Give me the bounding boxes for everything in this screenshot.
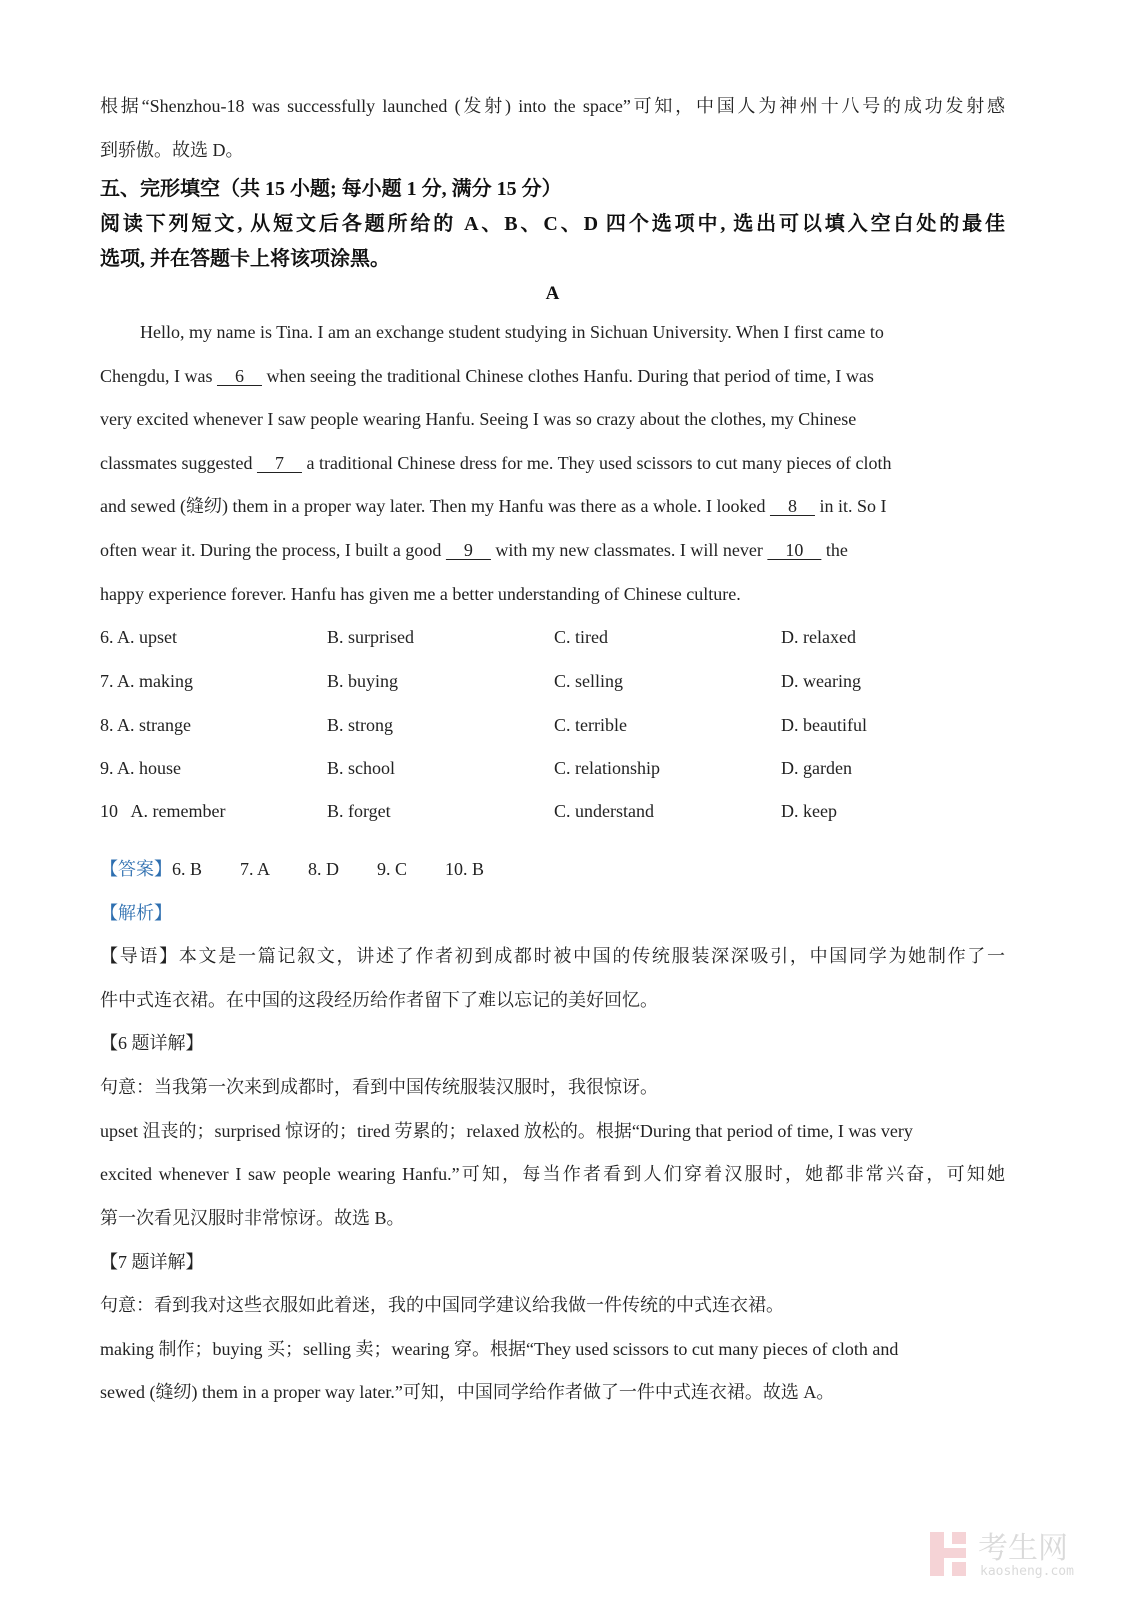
- passage-line-3: very excited whenever I saw people wearing Hanfu. Seeing I was so crazy about the clothes, my Chinese: [100, 409, 857, 429]
- q7-title: 【7 题详解】: [100, 1252, 204, 1272]
- passage-line-5: [100, 493, 1005, 519]
- passage-text: often wear it. During the process, I built a good: [100, 540, 446, 560]
- option-10d: D. keep: [781, 801, 837, 821]
- passage-text: the: [821, 540, 848, 560]
- option-7b: B. buying: [327, 671, 399, 691]
- blank-10: 10: [767, 540, 822, 560]
- passage-line-1: Hello, my name is Tina. I am an exchange student studying in Sichuan University. When I first came to: [140, 322, 884, 342]
- blank-9: 9: [445, 540, 491, 560]
- q6-line-3: excited whenever I saw people wearing Hanfu.”可知，每当作者看到人们穿着汉服时，她都非常兴奋，可知她: [100, 1164, 1005, 1184]
- option-9d: D. garden: [781, 758, 852, 778]
- intro-line-2: 到骄傲。故选 D。: [100, 140, 244, 160]
- blank-7: 7: [256, 453, 302, 473]
- option-7c: C. selling: [554, 671, 624, 691]
- passage-line-6: [100, 537, 1005, 563]
- kaosheng-watermark-logo: [930, 1528, 1110, 1580]
- option-8b: B. strong: [327, 715, 394, 735]
- section-instruction-2: 选项, 并在答题卡上将该项涂黑。: [100, 248, 390, 270]
- passage-text: Chengdu, I was: [100, 366, 217, 386]
- section-title: 五、完形填空（共 15 小题; 每小题 1 分, 满分 15 分）: [100, 178, 562, 200]
- answer-item: 9. C: [377, 859, 408, 879]
- option-7d: D. wearing: [781, 671, 861, 691]
- answer-item: 6. B: [172, 859, 203, 879]
- q6-title: 【6 题详解】: [100, 1033, 204, 1053]
- svg-text:kaosheng.com: kaosheng.com: [980, 1564, 1074, 1579]
- q6-line-4: 第一次看见汉服时非常惊讶。故选 B。: [100, 1208, 405, 1228]
- q7-line-2: making 制作；buying 买；selling 卖；wearing 穿。根据“They used scissors to cut many pieces of cloth and: [100, 1339, 899, 1359]
- q6-line-2: upset 沮丧的；surprised 惊讶的；tired 劳累的；relaxed 放松的。根据“During that period of time, I was very: [100, 1121, 913, 1141]
- option-10b: B. forget: [327, 801, 391, 821]
- answer-label: 【答案】: [100, 859, 172, 879]
- passage-label: A: [545, 283, 560, 304]
- option-8a: 8. A. strange: [100, 715, 191, 735]
- passage-text: and sewed (缝纫) them in a proper way later. Then my Hanfu was there as a whole. I looked: [100, 496, 770, 516]
- answer-item: 10. B: [445, 859, 485, 879]
- option-6d: D. relaxed: [781, 627, 856, 647]
- svg-text:考生网: 考生网: [978, 1531, 1068, 1566]
- kaosheng-logo-icon: [930, 1528, 1110, 1580]
- answer-item: 7. A: [240, 859, 271, 879]
- analysis-intro-1: 【导语】本文是一篇记叙文，讲述了作者初到成都时被中国的传统服装深深吸引，中国同学为她制作了一: [100, 946, 1005, 966]
- q7-line-1: 句意：看到我对这些衣服如此着迷，我的中国同学建议给我做一件传统的中式连衣裙。: [100, 1295, 784, 1315]
- blank-6: 6: [216, 366, 262, 386]
- analysis-intro-2: 件中式连衣裙。在中国的这段经历给作者留下了难以忘记的美好回忆。: [100, 990, 658, 1010]
- answer-item: 8. D: [308, 859, 340, 879]
- option-9c: C. relationship: [554, 758, 660, 778]
- option-10a: 10 A. remember: [100, 801, 226, 821]
- passage-text: a traditional Chinese dress for me. They used scissors to cut many pieces of cloth: [301, 453, 892, 473]
- blank-8: 8: [769, 496, 815, 516]
- passage-line-4: [100, 450, 1005, 476]
- passage-text: in it. So I: [814, 496, 887, 516]
- option-6b: B. surprised: [327, 627, 414, 647]
- option-8c: C. terrible: [554, 715, 627, 735]
- analysis-label: 【解析】: [100, 903, 172, 923]
- passage-text: classmates suggested: [100, 453, 257, 473]
- option-6a: 6. A. upset: [100, 627, 178, 647]
- q7-line-3: sewed (缝纫) them in a proper way later.”可知，中国同学给作者做了一件中式连衣裙。故选 A。: [100, 1382, 835, 1402]
- q6-line-1: 句意：当我第一次来到成都时，看到中国传统服装汉服时，我很惊讶。: [100, 1077, 658, 1097]
- answer-line: [100, 856, 1005, 882]
- option-6c: C. tired: [554, 627, 608, 647]
- section-instruction-1: 阅读下列短文, 从短文后各题所给的 A、B、C、D 四个选项中, 选出可以填入空白处的最佳: [100, 213, 1005, 235]
- passage-text: with my new classmates. I will never: [490, 540, 768, 560]
- passage-line-2: [100, 363, 1005, 389]
- option-9b: B. school: [327, 758, 396, 778]
- option-9a: 9. A. house: [100, 758, 181, 778]
- option-10c: C. understand: [554, 801, 654, 821]
- option-8d: D. beautiful: [781, 715, 867, 735]
- passage-line-7: happy experience forever. Hanfu has given me a better understanding of Chinese culture.: [100, 584, 741, 604]
- intro-line-1: 根据“Shenzhou-18 was successfully launched (发射) into the space”可知，中国人为神州十八号的成功发射感: [100, 96, 1005, 116]
- passage-text: when seeing the traditional Chinese clothes Hanfu. During that period of time, I was: [261, 366, 874, 386]
- option-7a: 7. A. making: [100, 671, 193, 691]
